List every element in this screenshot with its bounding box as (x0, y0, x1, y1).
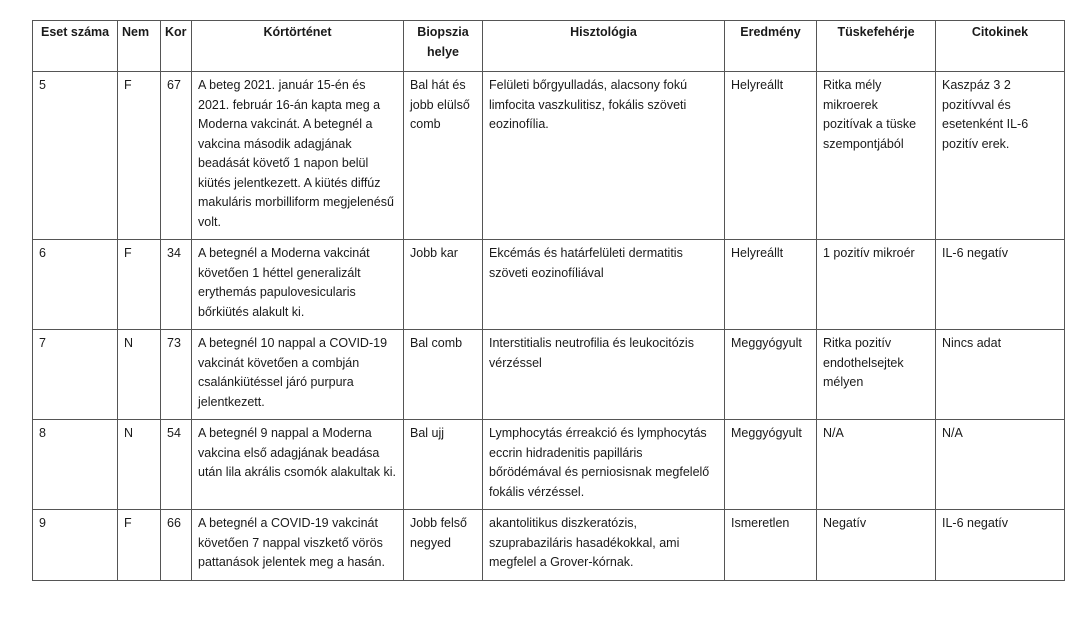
header-cell-biopszia-helye: Biopszia helye (404, 21, 483, 72)
cell-hisztologia: Felületi bőrgyulladás, alacsony fokú limfocita vaszkulitisz, fokális szöveti eozinofília. (483, 72, 725, 240)
header-cell-kortortenet: Kórtörténet (192, 21, 404, 72)
cell-eredmeny: Meggyógyult (725, 420, 817, 510)
cell-nem: N (118, 330, 161, 420)
header-cell-nem: Nem (118, 21, 161, 72)
cell-kortortenet: A betegnél a Moderna vakcinát követően 1 héttel generalizált erythemás papulovesicularis bőrkiütés alakult ki. (192, 240, 404, 330)
header-cell-eset-szama: Eset száma (33, 21, 118, 72)
cell-biopszia-helye: Bal hát és jobb elülső comb (404, 72, 483, 240)
cell-citokinek: Kaszpáz 3 2 pozitívval és esetenként IL-6 pozitív erek. (936, 72, 1065, 240)
cell-kor: 34 (161, 240, 192, 330)
header-cell-eredmeny: Eredmény (725, 21, 817, 72)
cell-hisztologia: akantolitikus diszkeratózis, szuprabaziláris hasadékokkal, ami megfelel a Grover-kórnak. (483, 510, 725, 581)
cell-kor: 67 (161, 72, 192, 240)
cell-nem: F (118, 510, 161, 581)
table-row (33, 420, 1065, 510)
cell-kor: 66 (161, 510, 192, 581)
cell-tuskefeherje: 1 pozitív mikroér (817, 240, 936, 330)
table-row (33, 330, 1065, 420)
header-cell-kor: Kor (161, 21, 192, 72)
header-cell-tuskefeherje: Tüskefehérje (817, 21, 936, 72)
cell-eset-szama: 7 (33, 330, 118, 420)
cell-kortortenet: A betegnél a COVID-19 vakcinát követően 7 nappal viszkető vörös pattanások jelentek meg a hasán. (192, 510, 404, 581)
cell-biopszia-helye: Bal comb (404, 330, 483, 420)
cell-biopszia-helye: Jobb kar (404, 240, 483, 330)
header-row (33, 21, 1065, 72)
cell-hisztologia: Interstitialis neutrofilia és leukocitózis vérzéssel (483, 330, 725, 420)
cell-kortortenet: A betegnél 10 nappal a COVID-19 vakcinát követően a combján csalánkiütéssel járó purpura jelentkezett. (192, 330, 404, 420)
cell-kor: 73 (161, 330, 192, 420)
cell-eredmeny: Helyreállt (725, 240, 817, 330)
cell-citokinek: Nincs adat (936, 330, 1065, 420)
cell-citokinek: IL-6 negatív (936, 510, 1065, 581)
cell-citokinek: IL-6 negatív (936, 240, 1065, 330)
cell-nem: N (118, 420, 161, 510)
cell-tuskefeherje: N/A (817, 420, 936, 510)
table-row (33, 72, 1065, 240)
cell-hisztologia: Lymphocytás érreakció és lymphocytás eccrin hidradenitis papilláris bőrödémával és perniosisnak megfelelő fokális vérzéssel. (483, 420, 725, 510)
cell-biopszia-helye: Bal ujj (404, 420, 483, 510)
cell-citokinek: N/A (936, 420, 1065, 510)
cell-nem: F (118, 72, 161, 240)
cell-biopszia-helye: Jobb felső negyed (404, 510, 483, 581)
cell-kortortenet: A betegnél 9 nappal a Moderna vakcina első adagjának beadása után lila akrális csomók alakultak ki. (192, 420, 404, 510)
cell-hisztologia: Ekcémás és határfelületi dermatitis szöveti eozinofíliával (483, 240, 725, 330)
header-cell-hisztologia: Hisztológia (483, 21, 725, 72)
header-cell-citokinek: Citokinek (936, 21, 1065, 72)
cell-kor: 54 (161, 420, 192, 510)
cell-eset-szama: 5 (33, 72, 118, 240)
cell-tuskefeherje: Ritka mély mikroerek pozitívak a tüske szempontjából (817, 72, 936, 240)
table-row (33, 240, 1065, 330)
cell-nem: F (118, 240, 161, 330)
cell-tuskefeherje: Negatív (817, 510, 936, 581)
case-table (32, 20, 1065, 581)
cell-eredmeny: Ismeretlen (725, 510, 817, 581)
cell-eset-szama: 9 (33, 510, 118, 581)
cell-eredmeny: Helyreállt (725, 72, 817, 240)
cell-eredmeny: Meggyógyult (725, 330, 817, 420)
table-row (33, 510, 1065, 581)
cell-tuskefeherje: Ritka pozitív endothelsejtek mélyen (817, 330, 936, 420)
cell-eset-szama: 8 (33, 420, 118, 510)
cell-eset-szama: 6 (33, 240, 118, 330)
cell-kortortenet: A beteg 2021. január 15-én és 2021. február 16-án kapta meg a Moderna vakcinát. A betegnél a vakcina második adagjának beadását követő 1 napon belül kiütés jelentkezett. A kiütés diffúz makuláris morbilliform megjelenésű volt. (192, 72, 404, 240)
